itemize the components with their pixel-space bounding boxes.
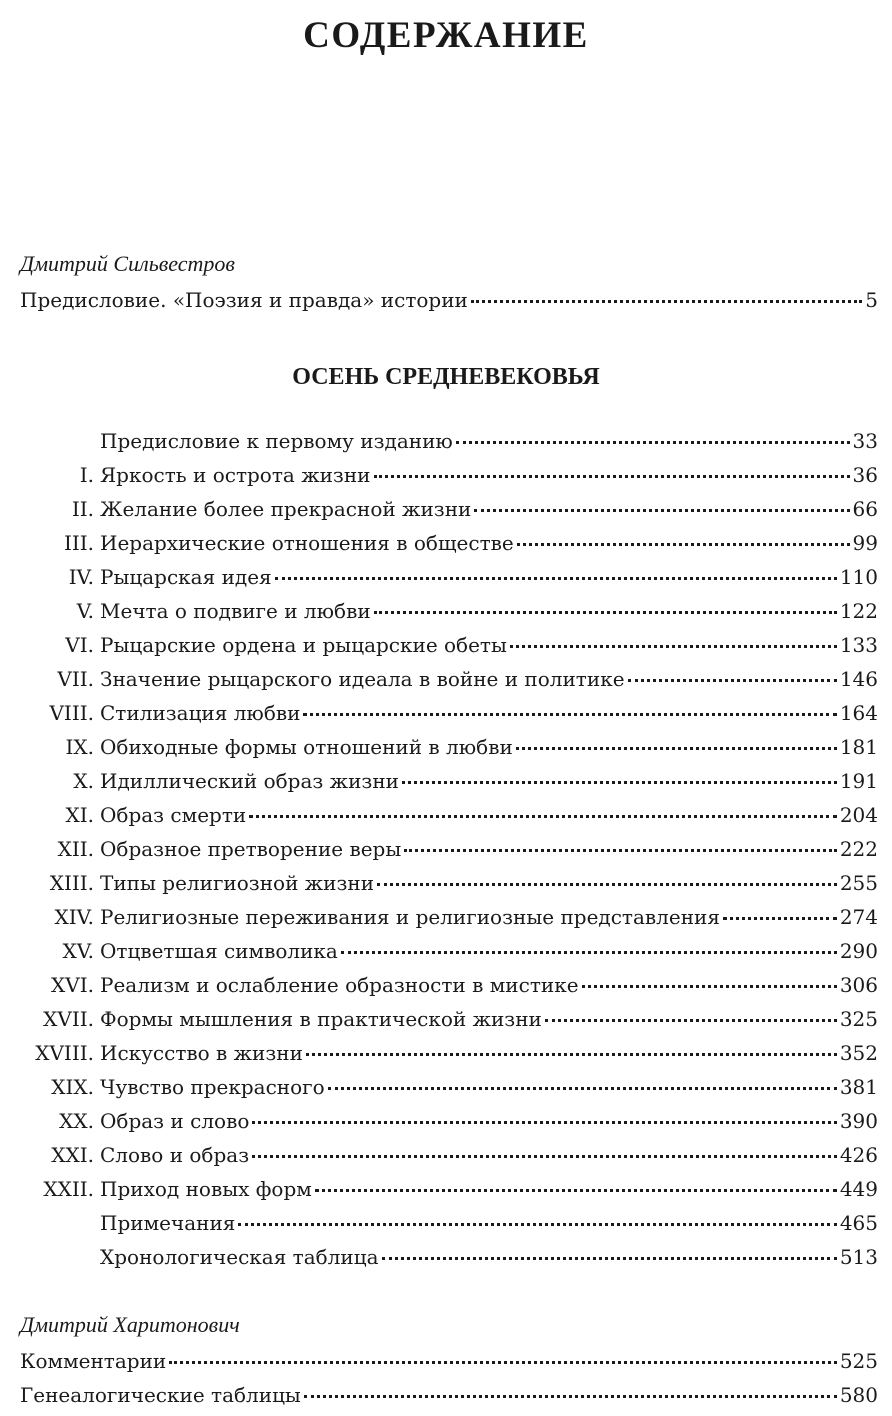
chapter-numeral: XIII. [49,871,94,895]
chapter-numeral: IV. [68,565,94,589]
book-title: ОСЕНЬ СРЕДНЕВЕКОВЬЯ [292,364,600,390]
toc-entry[interactable] [0,662,892,696]
toc-entry-title: Иерархические отношения в обществе [100,531,514,555]
dot-leader [238,1223,836,1226]
toc-entry-title: Значение рыцарского идеала в войне и политике [100,667,625,691]
toc-entry-title: Предисловие к первому изданию [100,429,453,453]
dot-leader [516,747,837,750]
dot-leader [341,951,837,954]
toc-entry[interactable] [0,1036,892,1070]
dot-leader [169,1361,837,1364]
chapter-numeral: XV. [62,939,94,963]
page-number: 33 [852,429,878,453]
page-number: 66 [852,497,878,521]
toc-entry-title: Примечания [100,1211,236,1235]
page-number: 465 [839,1211,878,1235]
toc-entry[interactable] [0,283,892,317]
toc-entry-title: Религиозные переживания и религиозные представления [100,905,720,929]
chapter-numeral: XVII. [43,1007,94,1031]
dot-leader [382,1257,837,1260]
dot-leader [315,1189,837,1192]
chapter-numeral: XXI. [51,1143,94,1167]
toc-entry[interactable] [0,1104,892,1138]
toc-entry-title: Чувство прекрасного [100,1075,325,1099]
chapter-numeral: X. [73,769,94,793]
page-number: 525 [839,1349,878,1373]
dot-leader [304,1395,837,1398]
dot-leader [252,1121,836,1124]
dot-leader [517,543,850,546]
toc-entry-title: Яркость и острота жизни [100,463,371,487]
chapter-numeral: XIX. [51,1075,94,1099]
toc-entry-title: Рыцарские ордена и рыцарские обеты [100,633,507,657]
chapter-numeral: XIV. [54,905,94,929]
appendix-author: Дмитрий Харитонович [20,1312,240,1337]
toc-entry[interactable] [0,968,892,1002]
toc-entry[interactable] [0,1206,892,1240]
chapter-numeral: VI. [65,633,94,657]
toc-entry[interactable] [0,934,892,968]
chapter-numeral: XI. [65,803,94,827]
toc-entry-title: Приход новых форм [100,1177,312,1201]
preface-author: Дмитрий Сильвестров [20,251,235,276]
dot-leader [374,475,850,478]
chapter-numeral: XVI. [51,973,94,997]
page-number: 449 [839,1177,878,1201]
toc-entry-title: Стилизация любви [100,701,301,725]
chapter-numeral: XII. [57,837,94,861]
dot-leader [252,1155,837,1158]
preface-toc-list [0,283,892,317]
dot-leader [374,611,837,614]
page-number: 204 [839,803,878,827]
toc-entry[interactable] [0,1240,892,1274]
dot-leader [723,917,837,920]
toc-entry[interactable] [0,764,892,798]
toc-entry[interactable] [0,492,892,526]
page-number: 122 [839,599,878,623]
page-number: 5 [865,288,878,312]
toc-entry[interactable] [0,1378,892,1412]
toc-entry-title: Генеалогические таблицы [20,1383,301,1407]
toc-entry[interactable] [0,1172,892,1206]
page-number: 381 [839,1075,878,1099]
toc-entry[interactable] [0,526,892,560]
chapter-numeral: VII. [57,667,94,691]
page-number: 352 [839,1041,878,1065]
book-toc-list [0,424,892,1274]
toc-entry[interactable] [0,1138,892,1172]
dot-leader [249,815,837,818]
page-number: 164 [839,701,878,725]
dot-leader [471,300,862,303]
dot-leader [275,577,837,580]
toc-entry-title: Обиходные формы отношений в любви [100,735,513,759]
toc-entry[interactable] [0,560,892,594]
toc-entry[interactable] [0,424,892,458]
page-number: 110 [839,565,878,589]
toc-entry-title: Образ и слово [100,1109,250,1133]
toc-entry-title: Отцветшая символика [100,939,338,963]
page-number: 146 [839,667,878,691]
dot-leader [474,509,849,512]
chapter-numeral: IX. [65,735,94,759]
toc-entry-title: Рыцарская идея [100,565,272,589]
toc-entry-title: Желание более прекрасной жизни [100,497,472,521]
toc-entry[interactable] [0,628,892,662]
dot-leader [402,781,837,784]
toc-entry[interactable] [0,1002,892,1036]
toc-entry[interactable] [0,730,892,764]
toc-entry[interactable] [0,1070,892,1104]
dot-leader [456,441,850,444]
toc-entry[interactable] [0,900,892,934]
page-number: 325 [839,1007,878,1031]
toc-entry-title: Идиллический образ жизни [100,769,399,793]
page-number: 580 [839,1383,878,1407]
toc-entry-title: Формы мышления в практической жизни [100,1007,542,1031]
toc-entry-title: Искусство в жизни [100,1041,303,1065]
dot-leader [628,679,837,682]
toc-entry-title: Хронологическая таблица [100,1245,379,1269]
page-number: 255 [839,871,878,895]
dot-leader [545,1019,837,1022]
toc-entry[interactable] [0,832,892,866]
page-number: 513 [839,1245,878,1269]
dot-leader [582,985,837,988]
toc-entry[interactable] [0,798,892,832]
dot-leader [377,883,837,886]
toc-entry-title: Мечта о подвиге и любви [100,599,371,623]
toc-entry[interactable] [0,1344,892,1378]
page-number: 181 [839,735,878,759]
chapter-numeral: XVIII. [35,1041,94,1065]
page-number: 99 [852,531,878,555]
page-number: 274 [839,905,878,929]
dot-leader [510,645,837,648]
toc-entry-title: Предисловие. «Поэзия и правда» истории [20,288,468,312]
page-number: 290 [839,939,878,963]
toc-entry[interactable] [0,458,892,492]
page-number: 133 [839,633,878,657]
dot-leader [328,1087,837,1090]
appendix-toc-list [0,1344,892,1412]
toc-entry-title: Слово и образ [100,1143,250,1167]
page-number: 222 [839,837,878,861]
page-number: 36 [852,463,878,487]
chapter-numeral: V. [76,599,94,623]
page-number: 390 [839,1109,878,1133]
chapter-numeral: XXII. [43,1177,94,1201]
page-number: 306 [839,973,878,997]
chapter-numeral: II. [71,497,94,521]
dot-leader [306,1053,837,1056]
toc-entry-title: Образное претворение веры [100,837,402,861]
chapter-numeral: XX. [59,1109,94,1133]
toc-entry-title: Образ смерти [100,803,247,827]
chapter-numeral: VIII. [49,701,94,725]
dot-leader [303,713,836,716]
dot-leader [404,849,837,852]
toc-entry[interactable] [0,866,892,900]
toc-entry[interactable] [0,594,892,628]
toc-entry-title: Типы религиозной жизни [100,871,375,895]
toc-entry-title: Комментарии [20,1349,167,1373]
page-number: 191 [839,769,878,793]
toc-entry[interactable] [0,696,892,730]
toc-entry-title: Реализм и ослабление образности в мистике [100,973,579,997]
page-number: 426 [839,1143,878,1167]
chapter-numeral: I. [79,463,94,487]
chapter-numeral: III. [63,531,94,555]
page-title: СОДЕРЖАНИЕ [303,15,589,56]
